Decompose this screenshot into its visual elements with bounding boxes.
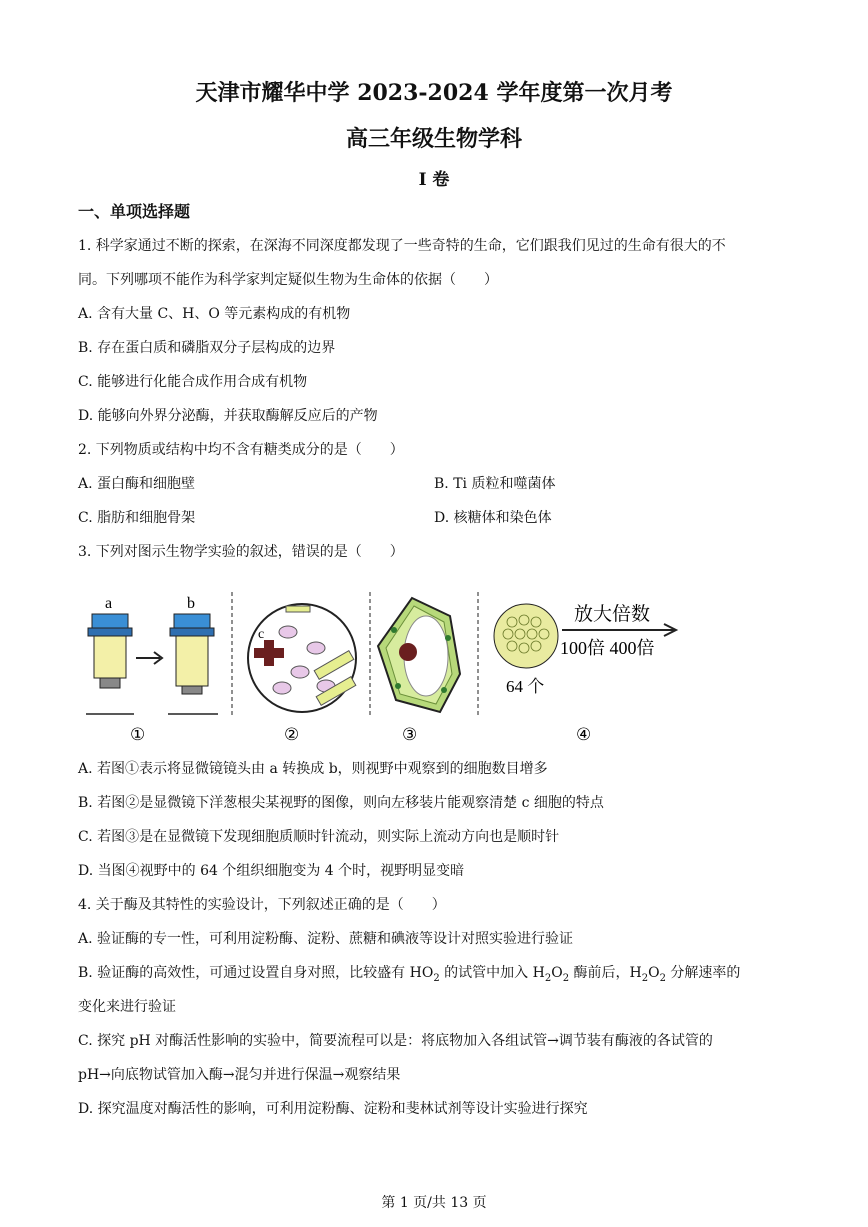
magnify-arrow-icon [562,624,676,636]
q1-option-b: B. 存在蛋白质和磷脂双分子层构成的边界 [78,340,336,356]
q2-option-a: A. 蛋白酶和细胞壁 [78,476,196,492]
exam-title: 天津市耀华中学 2023-2024 学年度第一次月考 [195,80,673,106]
objective-lens-b [170,614,214,694]
q1-stem-line2: 同。下列哪项不能作为科学家判定疑似生物为生命体的依据（ ） [78,272,498,288]
q4-option-b-line1: B. 验证酶的高效性，可通过设置自身对照，比较盛有 $HO_2$ 的试管中加入 $H_2O_2$ 酶前后，$H_2O_2$ 分解速率的 [78,965,741,984]
q1-stem-line1: 1. 科学家通过不断的探索，在深海不同深度都发现了一些奇特的生命，它们跟我们见过的生命有很大的不 [78,238,726,254]
q4-option-a: A. 验证酶的专一性，可利用淀粉酶、淀粉、蔗糖和碘液等设计对照实验进行验证 [78,931,574,947]
q4-option-c-line1: C. 探究 pH 对酶活性影响的实验中，简要流程可以是：将底物加入各组试管→调节装有酶液的各试管的 [78,1033,713,1049]
panel-number-3: ③ [402,725,418,744]
volume-label: I 卷 [418,170,450,190]
label-c: c [258,627,265,642]
q3-figure [78,590,718,750]
cell-field-view [494,604,558,668]
panel-number-4: ④ [576,725,592,744]
q1-option-a: A. 含有大量 C、H、O 等元素构成的有机物 [78,306,351,322]
q4-stem: 4. 关于酶及其特性的实验设计，下列叙述正确的是（ ） [78,897,446,913]
q3-option-b: B. 若图②是显微镜下洋葱根尖某视野的图像，则向左移装片能观察清楚 c 细胞的特点 [78,795,604,811]
root-tip-view [248,604,356,712]
q3-stem: 3. 下列对图示生物学实验的叙述，错误的是（ ） [78,544,404,560]
q2-option-c: C. 脂肪和细胞骨架 [78,510,196,526]
q1-option-d: D. 能够向外界分泌酶，并获取酶解反应后的产物 [78,408,378,424]
q3-option-d: D. 当图④视野中的 64 个组织细胞变为 4 个时，视野明显变暗 [78,863,465,879]
page-footer: 第 1 页/共 13 页 [381,1195,487,1211]
label-a: a [105,595,113,612]
cell-count-label: 64 个 [506,677,545,696]
section-heading: 一、单项选择题 [78,202,191,221]
label-b: b [187,595,195,612]
q4-option-c-line2: pH→向底物试管加入酶→混匀并进行保温→观察结果 [78,1067,401,1083]
magnify-values: 100倍 400倍 [560,638,655,658]
panel-number-1: ① [130,725,146,744]
q2-option-d: D. 核糖体和染色体 [434,510,552,526]
q2-stem: 2. 下列物质或结构中均不含有糖类成分的是（ ） [78,442,404,458]
plant-cell [378,598,460,712]
q4-option-b-line2: 变化来进行验证 [78,999,176,1015]
panel-number-2: ② [284,725,300,744]
q2-option-b: B. Ti 质粒和噬菌体 [434,476,556,492]
q1-option-c: C. 能够进行化能合成作用合成有机物 [78,374,308,390]
arrow-icon [136,652,162,664]
exam-subtitle: 高三年级生物学科 [345,126,522,152]
magnify-label: 放大倍数 [574,604,651,625]
q3-option-a: A. 若图①表示将显微镜镜头由 a 转换成 b，则视野中观察到的细胞数目增多 [78,761,548,777]
q3-option-c: C. 若图③是在显微镜下发现细胞质顺时针流动，则实际上流动方向也是顺时针 [78,829,560,845]
objective-lens-a [88,614,132,688]
q4-option-d: D. 探究温度对酶活性的影响，可利用淀粉酶、淀粉和斐林试剂等设计实验进行探究 [78,1101,588,1117]
